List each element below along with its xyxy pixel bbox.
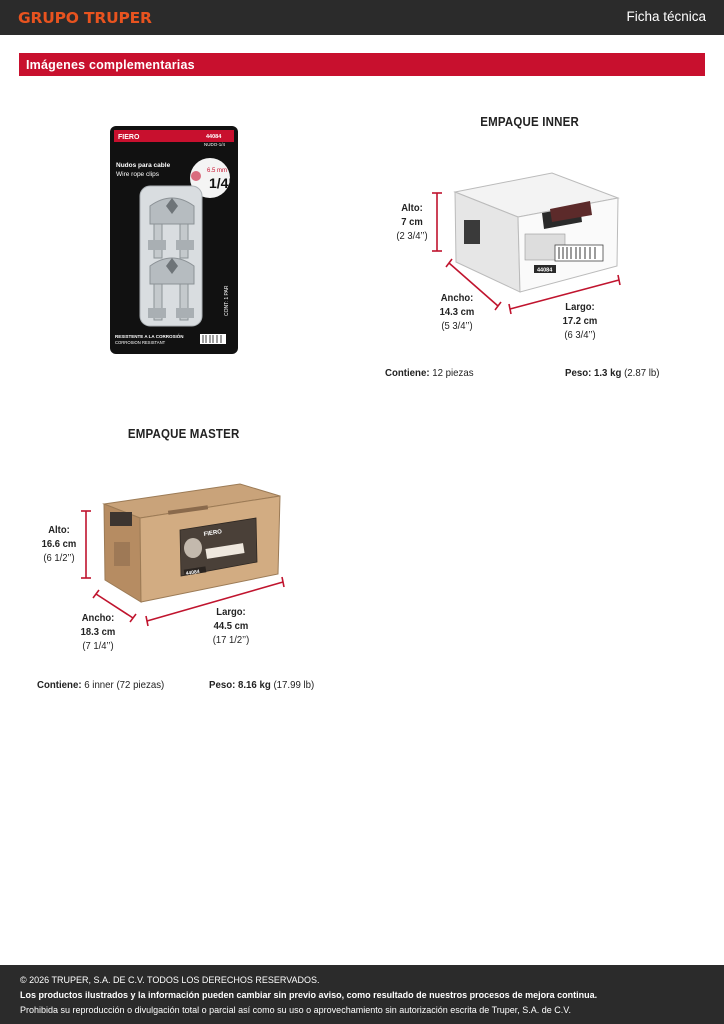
master-weight-kg: 8.16 kg bbox=[237, 679, 271, 691]
section-title: Imágenes complementarias bbox=[26, 58, 195, 72]
product-claim-en: CORROSION RESISTANT bbox=[115, 340, 166, 345]
master-alto-label: Alto: bbox=[48, 524, 70, 536]
master-alto-dimension bbox=[37, 523, 82, 565]
master-ancho-label: Ancho: bbox=[81, 612, 115, 624]
master-ancho-dimension bbox=[73, 611, 123, 653]
inner-package-heading: EMPAQUE INNER bbox=[480, 115, 579, 129]
inner-alto-cm: 7 cm bbox=[401, 216, 423, 228]
inner-contents-value: 12 piezas bbox=[432, 367, 474, 379]
inner-contents-label: Contiene: bbox=[385, 367, 430, 379]
inner-largo-label: Largo: bbox=[565, 301, 595, 313]
inner-weight-kg: 1.3 kg bbox=[593, 367, 622, 379]
footer-copyright: © 2026 TRUPER, S.A. DE C.V. TODOS LOS DERECHOS RESERVADOS. bbox=[20, 975, 320, 985]
master-contents-info bbox=[37, 679, 164, 691]
footer-disclaimer: Los productos ilustrados y la información pueden cambiar sin previo aviso, como resultado de nuestros procesos de mejora continua. bbox=[20, 990, 598, 1000]
master-ancho-in: (7 1/4’’) bbox=[82, 640, 114, 652]
master-contents-label: Contiene: bbox=[37, 679, 82, 691]
inner-weight-lb: (2.87 lb) bbox=[624, 367, 660, 379]
inner-ancho-label: Ancho: bbox=[440, 292, 474, 304]
master-largo-in: (17 1/2’’) bbox=[212, 634, 250, 646]
footer bbox=[0, 965, 724, 1024]
product-code-text: 44084 bbox=[206, 134, 222, 140]
product-brand-text: FIERO bbox=[118, 134, 140, 141]
product-size-mm: 6.5 mm bbox=[207, 168, 228, 174]
product-name-en: Wire rope clips bbox=[116, 171, 159, 178]
footer-legal-notice: Prohibida su reproducción o divulgación total o parcial así como su uso o aprovechamiento sin autorización escrita de Truper, S.A. de C.V. bbox=[20, 1005, 571, 1015]
master-largo-label: Largo: bbox=[216, 606, 246, 618]
brand-logo: GRUPO TRUPER bbox=[18, 9, 152, 27]
document-type-label: Ficha técnica bbox=[626, 9, 706, 24]
master-weight-info bbox=[209, 679, 314, 691]
master-alto-in: (6 1/2’’) bbox=[43, 552, 75, 564]
master-largo-cm: 44.5 cm bbox=[213, 620, 249, 632]
inner-box-code: 44084 bbox=[537, 267, 553, 274]
product-model-text: NUDO-1/4 bbox=[204, 142, 226, 147]
master-box-brand: FIERO bbox=[203, 529, 223, 538]
product-contents-text: CONT: 1 PAR bbox=[224, 285, 230, 316]
master-package-heading: EMPAQUE MASTER bbox=[127, 427, 240, 441]
inner-largo-in: (6 3/4’’) bbox=[564, 329, 596, 341]
master-weight-label: Peso: bbox=[209, 679, 236, 691]
inner-alto-in: (2 3/4’’) bbox=[396, 230, 428, 242]
master-alto-cm: 16.6 cm bbox=[41, 538, 77, 550]
product-name-es: Nudos para cable bbox=[116, 162, 171, 169]
product-claim-es: RESISTENTE A LA CORROSIÓN bbox=[115, 334, 184, 339]
inner-ancho-cm: 14.3 cm bbox=[439, 306, 475, 318]
master-box-code: 44084 bbox=[185, 568, 201, 577]
product-size-in: 1/4" bbox=[209, 175, 236, 191]
master-contents-value: 6 inner (72 piezas) bbox=[84, 679, 165, 691]
inner-ancho-in: (5 3/4’’) bbox=[441, 320, 473, 332]
master-ancho-cm: 18.3 cm bbox=[80, 626, 116, 638]
master-weight-lb: (17.99 lb) bbox=[273, 679, 315, 691]
master-largo-dimension bbox=[204, 605, 258, 647]
inner-weight-label: Peso: bbox=[565, 367, 592, 379]
inner-alto-label: Alto: bbox=[401, 202, 423, 214]
inner-largo-cm: 17.2 cm bbox=[562, 315, 598, 327]
